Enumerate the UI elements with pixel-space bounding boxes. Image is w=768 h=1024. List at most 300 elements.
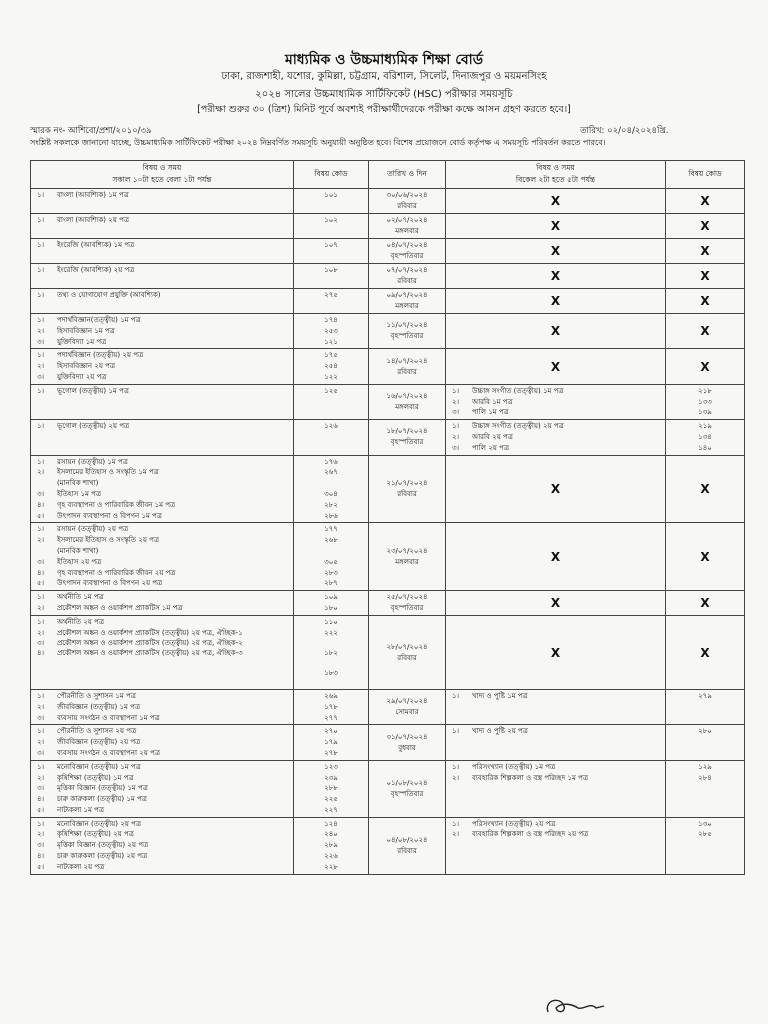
morning-codes: [294, 214, 369, 239]
subject-code: ২২৬: [324, 852, 338, 861]
subject-index: ৪।: [37, 568, 45, 577]
schedule-row: [31, 725, 745, 760]
subject-name: ব্যবসায় সংগঠন ও ব্যবস্থাপনা ১ম পত্র: [57, 713, 160, 722]
no-exam-code-mark: X: [666, 523, 745, 591]
morning-codes: [294, 264, 369, 289]
subject-code: ১৭৭: [324, 525, 338, 534]
subject-code: ১২৬: [324, 422, 338, 431]
subject-name: মৃত্তিকা বিজ্ঞান (তত্ত্বীয়) ২য় পত্র: [57, 841, 149, 850]
exam-date-cell: [369, 214, 446, 239]
afternoon-subjects: [446, 817, 666, 874]
exam-date: ১৪/০৭/২০২৪: [386, 356, 428, 365]
exam-day: মঙ্গলবার: [395, 302, 419, 310]
morning-codes: [294, 689, 369, 724]
exam-date: ০৪/০৭/২০২৪: [386, 241, 428, 249]
subject-name: বাংলা (আবশ্যিক) ১ম পত্র: [57, 191, 129, 199]
subject-name: নাট্যকলা ১ম পত্র: [57, 805, 104, 814]
subject-item: [33, 748, 291, 759]
subject-code: ১২৫: [324, 386, 338, 395]
exam-date: ০১/০৮/২০২৪: [386, 778, 428, 787]
subject-index: ২।: [452, 773, 460, 782]
subject-index: ৪।: [37, 795, 45, 804]
schedule-row: [31, 591, 745, 616]
subject-item: [33, 829, 291, 840]
exam-day: রবিবার: [397, 367, 417, 376]
subject-index: ৪।: [37, 500, 45, 509]
afternoon-subjects: [446, 689, 666, 724]
subject-name: আরবি ১ম পত্র: [472, 397, 513, 406]
subject-name: উৎপাদন ব্যবস্থাপনা ও বিপণন ২য় পত্র: [57, 579, 163, 588]
subject-name: ভূগোল (তত্ত্বীয়) ২য় পত্র: [57, 422, 130, 431]
subject-item: [448, 443, 663, 454]
subject-code: ১৩৯: [698, 408, 712, 417]
subject-name: উৎপাদন ব্যবস্থাপনা ও বিপণন ১ম পত্র: [57, 511, 162, 520]
subject-code: ১০২: [324, 216, 338, 224]
morning-subjects: [31, 349, 294, 384]
subject-name: পালি ১ম পত্র: [472, 408, 509, 417]
subject-item: [33, 511, 291, 522]
subject-index: ১।: [452, 386, 460, 395]
subject-index: ১।: [37, 762, 45, 771]
subject-item: [33, 337, 291, 348]
subject-index: ৪।: [37, 648, 45, 657]
morning-subjects: [31, 289, 294, 314]
header-date-day: তারিখ ও দিন: [369, 161, 446, 189]
exam-date: ০৯/০৭/২০২৪: [386, 291, 428, 299]
subject-index: ৫।: [37, 579, 45, 588]
subject-name: প্রকৌশল অঙ্কন ও ওয়ার্কশপ প্র্যাকটিস (তত্ত্বীয়) ২য় পত্র, ঐচ্ছিক-৩: [57, 648, 243, 657]
subject-name: বাংলা (আবশ্যিক) ২য় পত্র: [57, 216, 130, 224]
exam-date: ২৩/০৭/২০২৪: [386, 546, 428, 555]
subject-name: মনোবিজ্ঞান (তত্ত্বীয়) ১ম পত্র: [57, 762, 141, 771]
subject-code: ১০৭: [324, 241, 338, 249]
subject-item: [33, 819, 291, 830]
exam-day: সোমবার: [395, 708, 419, 717]
morning-subjects: [31, 725, 294, 760]
subject-index: ৩।: [37, 638, 45, 647]
subject-item: [448, 691, 663, 702]
exam-date: ২৫/০৭/২০২৪: [386, 593, 428, 602]
exam-date-cell: [369, 239, 446, 264]
subject-index: ২।: [37, 628, 45, 637]
schedule-row: [31, 455, 745, 523]
afternoon-codes: [666, 760, 745, 817]
subject-code: ১৭৪: [324, 316, 338, 324]
morning-subjects: [31, 264, 294, 289]
exam-day: মঙ্গলবার: [395, 402, 419, 411]
subject-index: [33, 478, 57, 489]
exam-title: ২০২৪ সালের উচ্চমাধ্যমিক সার্টিফিকেট (HSC) পরীক্ষার সময়সূচি: [255, 89, 513, 100]
notice-text: সংশ্লিষ্ট সকলকে জানানো যাচ্ছে, উচ্চমাধ্যমিক সার্টিফিকেট পরীক্ষা ২০২৪ নিম্নবর্ণিত সময়সূচি অনুযায়ী অনুষ্ঠিত হবে। বিশেষ প্রয়োজনে বোর্ড কর্তৃপক্ষ এ সময়সূচি পরিবর্তন করতে পারবে।: [30, 138, 606, 147]
subject-item: [33, 386, 291, 397]
no-exam-mark: X: [446, 239, 666, 264]
exam-day: রবিবার: [397, 277, 417, 285]
subject-code: ১২৯: [698, 762, 712, 771]
subject-name: উচ্চাঙ্গ সংগীত (তত্ত্বীয়) ১ম পত্র: [472, 386, 564, 395]
subject-name: নাট্যকলা ২য় পত্র: [57, 862, 105, 871]
schedule-body: [31, 189, 745, 875]
no-exam-mark: X: [446, 523, 666, 591]
subject-code: ২৮০: [698, 727, 712, 736]
subject-code: ২৩৯: [324, 773, 338, 782]
subject-index: ৩।: [37, 748, 45, 757]
exam-day: বৃহস্পতিবার: [390, 252, 424, 260]
morning-subjects: [31, 239, 294, 264]
exam-date: ১৬/০৭/২০২৪: [386, 391, 428, 400]
schedule-row: [31, 214, 745, 239]
exam-date-cell: [369, 591, 446, 616]
schedule-row: [31, 689, 745, 724]
schedule-row: [31, 189, 745, 214]
subject-name: ইসলামের ইতিহাস ও সংস্কৃতি ১ম পত্র: [57, 468, 159, 477]
subject-code: ১০৮: [324, 266, 338, 274]
subject-item: [33, 691, 291, 702]
morning-codes: [294, 349, 369, 384]
subject-index: ১।: [452, 691, 460, 700]
morning-subjects: [31, 760, 294, 817]
subject-index: ১।: [37, 618, 45, 627]
subject-code: ২৭০: [324, 727, 338, 736]
schedule-row: [31, 616, 745, 690]
subject-index: ৩।: [37, 784, 45, 793]
subject-item: [33, 737, 291, 748]
subject-index: ২।: [452, 397, 460, 406]
afternoon-subjects: [446, 420, 666, 455]
exam-day: রবিবার: [397, 489, 417, 498]
exam-date-cell: [369, 689, 446, 724]
subject-name: পালি ২য় পত্র: [472, 443, 510, 452]
subject-item: [33, 794, 291, 805]
subject-item: [33, 726, 291, 737]
subject-name: প্রকৌশল অঙ্কন ও ওয়ার্কশপ প্র্যাকটিস (তত্ত্বীয়) ২য় পত্র, ঐচ্ছিক-১: [57, 628, 243, 637]
exam-date-cell: [369, 289, 446, 314]
subject-name: রসায়ন (তত্ত্বীয়) ২য় পত্র: [57, 525, 129, 534]
subject-item: [33, 617, 291, 628]
subject-name: জীববিজ্ঞান (তত্ত্বীয়) ১ম পত্র: [57, 702, 141, 711]
subject-name: অর্থনীতি ১ম পত্র: [57, 593, 104, 602]
exam-date: ০৪/০৮/২০২৪: [386, 835, 428, 844]
exam-schedule-table: [30, 160, 745, 875]
morning-codes: [294, 760, 369, 817]
subject-item: [33, 500, 291, 511]
exam-date-cell: [369, 189, 446, 214]
schedule-row: [31, 314, 745, 349]
subject-item: [33, 467, 291, 478]
subject-code: ২৬৭: [324, 468, 338, 477]
subject-index: ১।: [37, 316, 45, 324]
subject-name: পরিসংখ্যান (তত্ত্বীয়) ২য় পত্র: [472, 819, 556, 828]
subject-name: (মানবিক শাখা): [57, 546, 99, 555]
subject-index: ১।: [37, 351, 45, 360]
signature: [540, 990, 610, 1020]
exam-date: ২৮/০৭/২০২৪: [386, 642, 428, 651]
morning-codes: [294, 239, 369, 264]
subject-name: খাদ্য ও পুষ্টি ২য় পত্র: [472, 727, 528, 736]
subject-index: ১।: [37, 266, 45, 274]
header-code: বিষয় কোড: [294, 161, 369, 189]
subject-index: ১।: [452, 819, 460, 828]
subject-index: ৩।: [452, 408, 460, 417]
subject-code: ২৫৩: [324, 326, 338, 335]
subject-name: ইংরেজি (আবশ্যিক) ২য় পত্র: [57, 266, 135, 274]
subject-name: পৌরনীতি ও সুশাসন ২য় পত্র: [57, 727, 137, 736]
subject-code: ২৮২: [324, 500, 338, 509]
subject-name: ব্যবহারিক শিল্পকলা ও বস্ত্র পরিচ্ছদ ২য় পত্র: [472, 830, 589, 839]
morning-codes: [294, 725, 369, 760]
subject-index: ১।: [37, 593, 45, 602]
subject-item: [33, 603, 291, 614]
morning-codes: [294, 289, 369, 314]
subject-item: [33, 290, 291, 301]
no-exam-code-mark: X: [666, 189, 745, 214]
no-exam-code-mark: X: [666, 314, 745, 349]
subject-code: ১৪০: [698, 443, 712, 452]
subject-index: ১।: [37, 819, 45, 828]
subject-name: খাদ্য ও পুষ্টি ১ম পত্র: [472, 691, 528, 700]
exam-day: রবিবার: [397, 846, 417, 855]
header-code-afternoon: বিষয় কোড: [666, 161, 745, 189]
morning-codes: [294, 384, 369, 419]
subject-index: ১।: [37, 727, 45, 736]
subject-index: ৪।: [37, 852, 45, 861]
subject-index: ৩।: [37, 337, 45, 346]
subject-item: [33, 478, 291, 489]
morning-codes: [294, 189, 369, 214]
morning-codes: [294, 616, 369, 690]
morning-codes: [294, 455, 369, 523]
schedule-row: [31, 239, 745, 264]
afternoon-subjects: [446, 725, 666, 760]
subject-name: ইংরেজি (আবশ্যিক) ১ম পত্র: [57, 241, 135, 249]
subject-code: ২১৯: [698, 422, 712, 431]
subject-code: ১০১: [324, 191, 338, 199]
subject-index: ১।: [37, 422, 45, 431]
subject-item: [33, 557, 291, 568]
subject-index: ২।: [37, 536, 45, 545]
morning-subjects: [31, 314, 294, 349]
subject-name: পৌরনীতি ও সুশাসন ১ম পত্র: [57, 691, 136, 700]
subject-index: ১।: [452, 422, 460, 431]
subject-index: ২।: [37, 738, 45, 747]
subject-code: ২৮৯: [324, 841, 338, 850]
morning-subjects: [31, 189, 294, 214]
subject-index: ৩।: [37, 841, 45, 850]
afternoon-codes: [666, 420, 745, 455]
header-subject-afternoon: বিষয় ও সময় বিকেল ২টা হতে ৫টা পর্যন্ত: [446, 161, 666, 189]
subject-item: [33, 215, 291, 226]
boards-list: ঢাকা, রাজশাহী, যশোর, কুমিল্লা, চট্টগ্রাম, বরিশাল, সিলেট, দিনাজপুর ও ময়মনসিংহ: [221, 71, 547, 82]
board-title: মাধ্যমিক ও উচ্চমাধ্যমিক শিক্ষা বোর্ড: [284, 52, 484, 68]
subject-name: পরিসংখ্যান (তত্ত্বীয়) ১ম পত্র: [472, 762, 556, 771]
subject-index: ৫।: [37, 862, 45, 871]
subject-index: ৫।: [37, 511, 45, 520]
subject-code: ১৩৩: [698, 397, 712, 406]
exam-day: বুধবার: [398, 743, 416, 752]
subject-code: ১২২: [324, 372, 338, 381]
subject-code: ২৭৮: [324, 748, 338, 757]
exam-day: বৃহস্পতিবার: [390, 604, 424, 613]
exam-day: মঙ্গলবার: [395, 557, 419, 566]
subject-code: ১৩৪: [698, 432, 712, 441]
exam-day: বৃহস্পতিবার: [390, 332, 424, 341]
exam-date: ০২/০৭/২০২৪: [386, 216, 428, 224]
subject-index: ৩।: [37, 713, 45, 722]
subject-name: কৃষিশিক্ষা (তত্ত্বীয়) ১ম পত্র: [57, 773, 134, 782]
subject-code: ২৮৩: [324, 568, 338, 577]
subject-item: [33, 489, 291, 500]
subject-index: ৩।: [37, 372, 45, 381]
subject-code: ১২১: [324, 337, 338, 346]
subject-code: ১১০: [324, 618, 338, 627]
subject-item: [33, 546, 291, 557]
subject-item: [33, 361, 291, 372]
no-exam-mark: X: [446, 349, 666, 384]
subject-name: আরবি ২য় পত্র: [472, 432, 513, 441]
exam-date-cell: [369, 725, 446, 760]
subject-name: ব্যবহারিক শিল্পকলা ও বস্ত্র পরিচ্ছদ ১ম পত্র: [472, 773, 589, 782]
subject-code: ১৮০: [324, 603, 338, 612]
subject-code: ১৭৮: [324, 702, 338, 711]
subject-index: ১।: [37, 216, 45, 224]
subject-code: ১৩০: [698, 819, 712, 828]
morning-subjects: [31, 214, 294, 239]
subject-name: ইতিহাস ২য় পত্র: [57, 557, 102, 566]
memo-number: স্মারক নং- আশিবো/প্রশা/২০১০/৩৯: [30, 126, 152, 136]
subject-index: ২।: [37, 326, 45, 335]
exam-date-cell: [369, 314, 446, 349]
subject-code: ১৮৩: [324, 668, 338, 677]
schedule-row: [31, 384, 745, 419]
subject-name: মনোবিজ্ঞান (তত্ত্বীয়) ২য় পত্র: [57, 819, 142, 828]
afternoon-codes: [666, 384, 745, 419]
subject-index: ১।: [452, 762, 460, 771]
morning-subjects: [31, 384, 294, 419]
afternoon-codes: [666, 725, 745, 760]
subject-item: [448, 407, 663, 418]
subject-index: ১।: [452, 727, 460, 736]
subject-name: রসায়ন (তত্ত্বীয়) ১ম পত্র: [57, 457, 128, 466]
morning-codes: [294, 420, 369, 455]
subject-name: যুক্তিবিদ্যা ২য় পত্র: [57, 372, 107, 381]
subject-code: ১৮২: [324, 648, 338, 657]
subject-name: জীববিজ্ঞান (তত্ত্বীয়) ২য় পত্র: [57, 738, 141, 747]
subject-item: [33, 851, 291, 862]
exam-date-cell: [369, 264, 446, 289]
exam-instruction: [পরীক্ষা শুরুর ৩০ (ত্রিশ) মিনিট পূর্বে অবশ্যই পরীক্ষার্থীদেরকে পরীক্ষা কক্ষে আসন গ্রহণ করতে হবে।]: [197, 104, 571, 115]
subject-code: ২২৭: [324, 805, 338, 814]
exam-date: ১৮/০৭/২০২৪: [386, 427, 428, 436]
header-subject-morning: বিষয় ও সময় সকাল ১০টা হতে বেলা ১টা পর্যন্ত: [31, 161, 294, 189]
subject-name: (মানবিক শাখা): [57, 479, 99, 488]
subject-item: [33, 535, 291, 546]
exam-date: ১১/০৭/২০২৪: [386, 321, 428, 330]
subject-code: ১২৩: [324, 762, 338, 771]
exam-date-cell: [369, 523, 446, 591]
schedule-row: [31, 420, 745, 455]
subject-item: [448, 421, 663, 432]
subject-name: ইসলামের ইতিহাস ও সংস্কৃতি ২য় পত্র: [57, 536, 160, 545]
exam-date-cell: [369, 420, 446, 455]
no-exam-mark: X: [446, 591, 666, 616]
subject-item: [33, 783, 291, 794]
subject-item: [448, 397, 663, 408]
subject-name: গৃহ ব্যবস্থাপনা ও পারিবারিক জীবন ১ম পত্র: [57, 500, 176, 509]
afternoon-subjects: [446, 760, 666, 817]
subject-item: [33, 578, 291, 589]
no-exam-mark: X: [446, 189, 666, 214]
subject-item: [448, 819, 663, 830]
exam-date-cell: [369, 384, 446, 419]
subject-code: ১০৯: [324, 593, 338, 602]
morning-codes: [294, 523, 369, 591]
subject-code: ৩০৪: [324, 489, 338, 498]
no-exam-code-mark: X: [666, 455, 745, 523]
subject-item: [448, 773, 663, 784]
no-exam-code-mark: X: [666, 214, 745, 239]
morning-subjects: [31, 689, 294, 724]
subject-item: [33, 773, 291, 784]
exam-date: ০৭/০৭/২০২৪: [386, 266, 428, 274]
schedule-row: [31, 760, 745, 817]
subject-item: [33, 840, 291, 851]
subject-item: [33, 713, 291, 724]
exam-date: ৩১/০৭/২০২৪: [386, 732, 428, 741]
schedule-row: [31, 349, 745, 384]
subject-code: ২৪০: [324, 830, 338, 839]
no-exam-mark: X: [446, 289, 666, 314]
subject-item: [33, 648, 291, 658]
no-exam-code-mark: X: [666, 349, 745, 384]
subject-name: মৃত্তিকা বিজ্ঞান (তত্ত্বীয়) ১ম পত্র: [57, 784, 148, 793]
subject-item: [33, 628, 291, 638]
subject-code: ২২৮: [324, 862, 338, 871]
no-exam-mark: X: [446, 616, 666, 690]
subject-index: ৫।: [37, 805, 45, 814]
morning-subjects: [31, 616, 294, 690]
exam-date-cell: [369, 616, 446, 690]
afternoon-codes: [666, 817, 745, 874]
subject-code: ২৭৫: [324, 291, 338, 299]
subject-name: অর্থনীতি ২য় পত্র: [57, 618, 105, 627]
subject-index: ১।: [37, 457, 45, 466]
subject-name: উচ্চাঙ্গ সংগীত (তত্ত্বীয়) ২য় পত্র: [472, 422, 564, 431]
schedule-row: [31, 289, 745, 314]
exam-day: মঙ্গলবার: [395, 227, 419, 235]
subject-name: প্রকৌশল অঙ্কন ও ওয়ার্কশপ প্র্যাকটিস (তত্ত্বীয়) ২য় পত্র, ঐচ্ছিক-২: [57, 638, 243, 647]
subject-index: ২।: [37, 603, 45, 612]
subject-item: [33, 805, 291, 816]
morning-subjects: [31, 817, 294, 874]
subject-name: পদার্থবিজ্ঞান (তত্ত্বীয়) ২য় পত্র: [57, 351, 144, 360]
no-exam-code-mark: X: [666, 616, 745, 690]
subject-code: ১৭৫: [324, 351, 338, 360]
morning-subjects: [31, 523, 294, 591]
subject-name: চারু কারুকলা (তত্ত্বীয়) ২য় পত্র: [57, 852, 148, 861]
morning-codes: [294, 314, 369, 349]
morning-codes: [294, 591, 369, 616]
no-exam-mark: X: [446, 314, 666, 349]
subject-item: [448, 762, 663, 773]
exam-date: ২৯/০৭/২০২৪: [386, 697, 428, 706]
no-exam-code-mark: X: [666, 289, 745, 314]
subject-index: ৩।: [37, 489, 45, 498]
subject-index: ১।: [37, 241, 45, 249]
subject-code: ২৮৭: [324, 579, 338, 588]
subject-name: তথ্য ও যোগাযোগ প্রযুক্তি (আবশ্যিক): [57, 291, 161, 299]
subject-item: [33, 638, 291, 648]
subject-name: চারু কারুকলা (তত্ত্বীয়) ১ম পত্র: [57, 795, 147, 804]
subject-code: ২২৫: [324, 795, 338, 804]
